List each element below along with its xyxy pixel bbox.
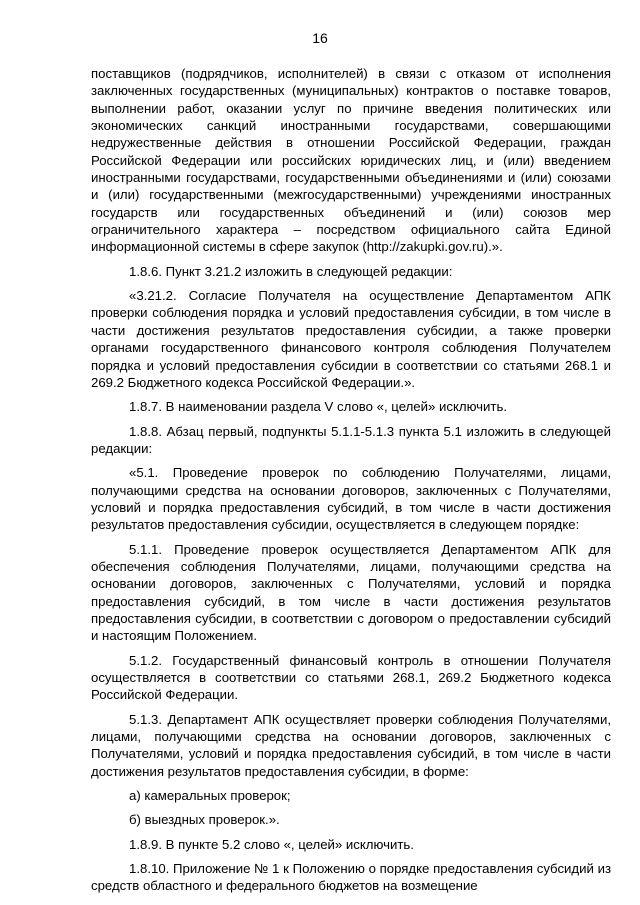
paragraph-5-1: «5.1. Проведение проверок по соблюдению Получателями, лицами, получающими средства на основании договоров, заключенных с Получателями, условий и порядка предоставления субсидий, в том числе в части достижения результатов предоставления субсидии, осуществляется в следующем порядке: [91,465,611,533]
paragraph-5-1-3: 5.1.3. Департамент АПК осуществляет проверки соблюдения Получателями, лицами, получающими средства на основании договоров, заключенных с Получателями, условий и порядка предоставления субсидий, в том числе в части достижения результатов предоставления субсидии, в форме: [91,711,611,779]
document-body [91,65,611,895]
paragraph-5-1-2: 5.1.2. Государственный финансовый контроль в отношении Получателя осуществляется в соответствии со статьями 268.1, 269.2 Бюджетного кодекса Российской Федерации. [91,652,611,703]
paragraph-sanctions-continuation: поставщиков (подрядчиков, исполнителей) в связи с отказом от исполнения заключенных государственных (муниципальных) контрактов о поставке товаров, выполнении работ, оказании услуг по причине введения политических или экономических санкций иностранными государствами, совершающими недружественные действия в отношении Российской Федерации, граждан Российской Федерации или российских юридических лиц, и (или) введением иностранными государствами, государственными объединениями и (или) союзами и (или) государственными (межгосударственными) учреждениями иностранных государств или государственных объединений и (или) союзов мер ограничительного характера – посредством официального сайта Единой информационной системы в сфере закупок (http://zakupki.gov.ru).». [91,66,611,255]
list-item-field-audits: б) выездных проверок.». [129,812,280,828]
paragraph-1-8-9: 1.8.9. В пункте 5.2 слово «, целей» исключить. [129,836,414,852]
page-number: 16 [312,30,328,46]
list-item-desk-audits: а) камеральных проверок; [129,788,291,804]
paragraph-1-8-10: 1.8.10. Приложение № 1 к Положению о порядке предоставления субсидий из средств областного и федерального бюджетов на возмещение [91,861,611,894]
paragraph-1-8-6: 1.8.6. Пункт 3.21.2 изложить в следующей редакции: [129,263,453,279]
paragraph-1-8-7: 1.8.7. В наименовании раздела V слово «, целей» исключить. [129,399,507,415]
paragraph-3-21-2: «3.21.2. Согласие Получателя на осуществление Департаментом АПК проверки соблюдения порядка и условий предоставления субсидии, в том числе в части достижения результатов предоставления субсидии, а также проверки органами государственного финансового контроля соблюдения Получателем порядка и условий предоставления субсидии в соответствии со статьями 268.1 и 269.2 Бюджетного кодекса Российской Федерации.». [91,288,611,390]
paragraph-5-1-1: 5.1.1. Проведение проверок осуществляется Департаментом АПК для обеспечения соблюдения Получателями, лицами, получающими средства на основании договоров, заключенных с Получателями, условий и порядка предоставления субсидий, в том числе в части достижения результатов предоставления субсидии, в соответствии с договором о предоставлении субсидий и настоящим Положением. [91,541,611,644]
paragraph-1-8-8: 1.8.8. Абзац первый, подпункты 5.1.1-5.1.3 пункта 5.1 изложить в следующей редакции: [91,423,611,456]
